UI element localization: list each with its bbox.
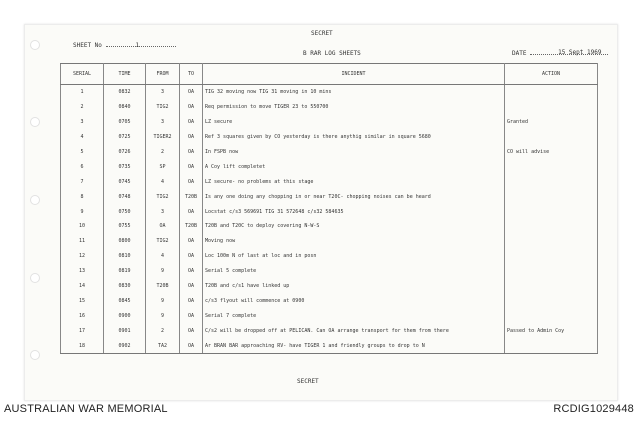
table-row <box>61 264 598 279</box>
action-cell <box>505 159 598 174</box>
from-cell: 4 <box>146 174 180 189</box>
incident-cell: In FSPB now <box>203 145 505 160</box>
from-cell: OA <box>146 219 180 234</box>
action-cell: CO will advise <box>505 145 598 160</box>
incident-cell: Locstat c/s3 569691 TIG 31 572648 c/s32 584635 <box>203 204 505 219</box>
action-cell <box>505 264 598 279</box>
from-cell: 2 <box>146 145 180 160</box>
to-cell: OA <box>180 204 203 219</box>
to-cell: OA <box>180 264 203 279</box>
from-cell: TIGER2 <box>146 130 180 145</box>
time-cell: 0901 <box>104 323 146 338</box>
table-row <box>61 293 598 308</box>
action-cell <box>505 293 598 308</box>
incident-cell: Is any one doing any chopping in or near T20C- chopping noises can be heard <box>203 189 505 204</box>
serial-cell: 6 <box>61 159 104 174</box>
table-row <box>61 249 598 264</box>
to-cell: OA <box>180 293 203 308</box>
to-cell: OA <box>180 130 203 145</box>
action-cell <box>505 100 598 115</box>
serial-cell: 12 <box>61 249 104 264</box>
from-cell: TIG2 <box>146 234 180 249</box>
col-header-serial: SERIAL <box>61 64 104 85</box>
col-header-to: TO <box>180 64 203 85</box>
col-header-time: TIME <box>104 64 146 85</box>
to-cell: OA <box>180 323 203 338</box>
from-cell: TIG2 <box>146 189 180 204</box>
secret-stamp-bottom: SECRET <box>297 378 319 385</box>
incident-cell: Serial 5 complete <box>203 264 505 279</box>
time-cell: 0840 <box>104 100 146 115</box>
date-block <box>512 50 608 57</box>
table-row <box>61 85 598 100</box>
action-cell: Passed to Admin Coy <box>505 323 598 338</box>
serial-cell: 14 <box>61 279 104 294</box>
punch-hole <box>30 195 40 205</box>
sheet-no-field <box>106 42 176 49</box>
to-cell: OA <box>180 145 203 160</box>
time-cell: 0750 <box>104 204 146 219</box>
incident-cell: TIG 32 moving now TIG 31 moving in 10 mins <box>203 85 505 100</box>
date-label: DATE <box>512 50 527 57</box>
from-cell: T20B <box>146 279 180 294</box>
table-row <box>61 219 598 234</box>
punch-hole <box>30 117 40 127</box>
action-cell <box>505 308 598 323</box>
incident-cell: LZ secure <box>203 115 505 130</box>
table-row <box>61 204 598 219</box>
to-cell: OA <box>180 159 203 174</box>
table-row <box>61 279 598 294</box>
to-cell: OA <box>180 279 203 294</box>
time-cell: 0800 <box>104 234 146 249</box>
time-cell: 0725 <box>104 130 146 145</box>
action-cell <box>505 85 598 100</box>
from-cell: 9 <box>146 293 180 308</box>
action-cell <box>505 249 598 264</box>
footer-institution: AUSTRALIAN WAR MEMORIAL <box>4 403 168 415</box>
time-cell: 0726 <box>104 145 146 160</box>
serial-cell: 16 <box>61 308 104 323</box>
to-cell: OA <box>180 115 203 130</box>
from-cell: SP <box>146 159 180 174</box>
from-cell: 9 <box>146 264 180 279</box>
incident-cell: Moving now <box>203 234 505 249</box>
to-cell: OA <box>180 338 203 353</box>
col-header-incident: INCIDENT <box>203 64 505 85</box>
incident-cell: Req permission to move TIGER 23 to 550700 <box>203 100 505 115</box>
date-field <box>530 49 608 56</box>
action-cell <box>505 204 598 219</box>
time-cell: 0845 <box>104 293 146 308</box>
from-cell: TA2 <box>146 338 180 353</box>
time-cell: 0830 <box>104 279 146 294</box>
to-cell: OA <box>180 234 203 249</box>
serial-cell: 17 <box>61 323 104 338</box>
incident-cell: T20B and T20C to deploy covering N-W-S <box>203 219 505 234</box>
from-cell: 3 <box>146 204 180 219</box>
serial-cell: 4 <box>61 130 104 145</box>
secret-stamp-top: SECRET <box>311 30 333 37</box>
time-cell: 0819 <box>104 264 146 279</box>
time-cell: 0810 <box>104 249 146 264</box>
table-row <box>61 159 598 174</box>
table-row <box>61 234 598 249</box>
log-table <box>60 63 598 354</box>
incident-cell: Serial 7 complete <box>203 308 505 323</box>
binder-holes <box>30 25 42 400</box>
to-cell: T20B <box>180 189 203 204</box>
serial-cell: 8 <box>61 189 104 204</box>
from-cell: 4 <box>146 249 180 264</box>
to-cell: OA <box>180 308 203 323</box>
time-cell: 0900 <box>104 308 146 323</box>
col-header-from: FROM <box>146 64 180 85</box>
serial-cell: 2 <box>61 100 104 115</box>
action-cell: Granted <box>505 115 598 130</box>
time-cell: 0755 <box>104 219 146 234</box>
log-title: B RAR LOG SHEETS <box>303 50 361 57</box>
incident-cell: Ref 3 squares given by CO yesterday is there anythig similar in square 5680 <box>203 130 505 145</box>
serial-cell: 10 <box>61 219 104 234</box>
table-row <box>61 115 598 130</box>
from-cell: 3 <box>146 115 180 130</box>
to-cell: OA <box>180 85 203 100</box>
table-header-row <box>61 64 598 85</box>
serial-cell: 7 <box>61 174 104 189</box>
time-cell: 0745 <box>104 174 146 189</box>
to-cell: OA <box>180 174 203 189</box>
serial-cell: 13 <box>61 264 104 279</box>
action-cell <box>505 130 598 145</box>
table-row <box>61 130 598 145</box>
punch-hole <box>30 40 40 50</box>
incident-cell: Loc 100m N of last at loc and in posn <box>203 249 505 264</box>
time-cell: 0705 <box>104 115 146 130</box>
time-cell: 0902 <box>104 338 146 353</box>
incident-cell: T20B and c/s1 have linked up <box>203 279 505 294</box>
action-cell <box>505 189 598 204</box>
sheet-no-label: SHEET No <box>73 42 102 49</box>
table-row <box>61 338 598 353</box>
serial-cell: 1 <box>61 85 104 100</box>
table-row <box>61 100 598 115</box>
from-cell: 9 <box>146 308 180 323</box>
punch-hole <box>30 273 40 283</box>
sheet-number <box>73 42 176 49</box>
action-cell <box>505 234 598 249</box>
incident-cell: LZ secure- no problems at this stage <box>203 174 505 189</box>
footer-record-id: RCDIG1029448 <box>553 403 634 415</box>
to-cell: T20B <box>180 219 203 234</box>
punch-hole <box>30 350 40 360</box>
incident-cell: A Coy lift completet <box>203 159 505 174</box>
time-cell: 0748 <box>104 189 146 204</box>
table-row <box>61 308 598 323</box>
action-cell <box>505 338 598 353</box>
to-cell: OA <box>180 100 203 115</box>
to-cell: OA <box>180 249 203 264</box>
serial-cell: 15 <box>61 293 104 308</box>
time-cell: 0832 <box>104 85 146 100</box>
col-header-action: ACTION <box>505 64 598 85</box>
table-row <box>61 189 598 204</box>
serial-cell: 11 <box>61 234 104 249</box>
serial-cell: 5 <box>61 145 104 160</box>
sheet-no-value: 1 <box>135 42 140 49</box>
action-cell <box>505 174 598 189</box>
serial-cell: 3 <box>61 115 104 130</box>
table-row <box>61 174 598 189</box>
table-row <box>61 323 598 338</box>
serial-cell: 18 <box>61 338 104 353</box>
from-cell: 2 <box>146 323 180 338</box>
table-row <box>61 145 598 160</box>
time-cell: 0735 <box>104 159 146 174</box>
action-cell <box>505 279 598 294</box>
date-value: 15 Sept 1969 <box>558 49 602 56</box>
serial-cell: 9 <box>61 204 104 219</box>
from-cell: 3 <box>146 85 180 100</box>
from-cell: TIG2 <box>146 100 180 115</box>
incident-cell: C/s2 will be dropped off at PELICAN. Can OA arrange transport for them from there <box>203 323 505 338</box>
action-cell <box>505 219 598 234</box>
incident-cell: c/s3 flyout will commence at 0900 <box>203 293 505 308</box>
incident-cell: Ar BRAN BAR approaching RV- have TIGER 1 and friendly groups to drop to N <box>203 338 505 353</box>
